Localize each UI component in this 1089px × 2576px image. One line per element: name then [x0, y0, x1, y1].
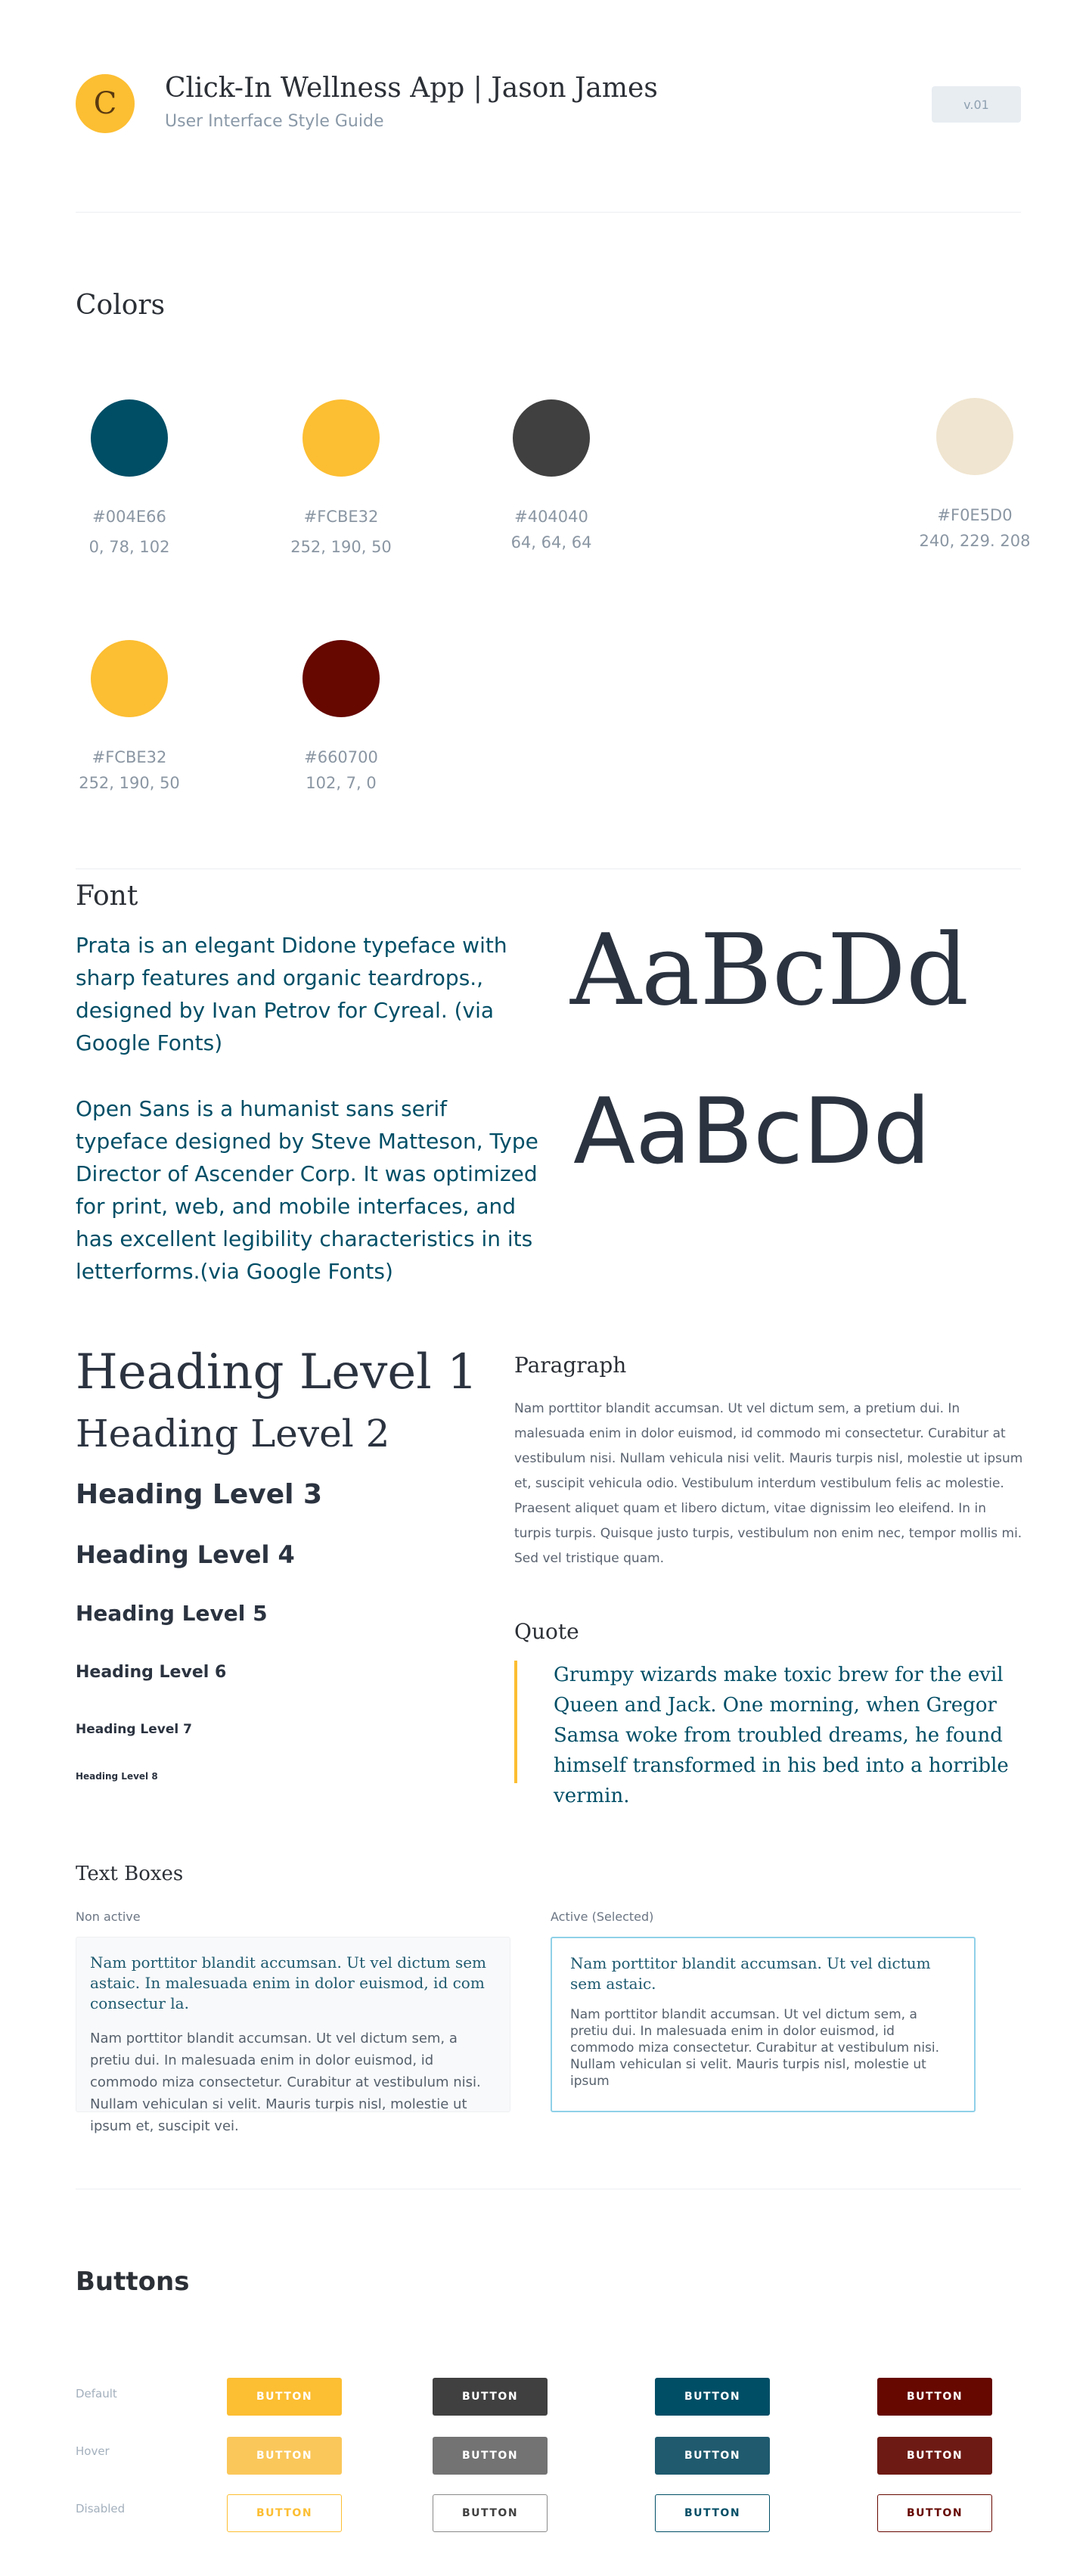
heading-level-1: Heading Level 1: [76, 1344, 478, 1400]
buttons-section-title: Buttons: [76, 2267, 190, 2297]
logo-letter: C: [93, 86, 117, 121]
text-box-serif-text: Nam porttitor blandit accumsan. Ut vel dictum sem astaic.: [570, 1954, 931, 1993]
text-box-sans-text: Nam porttitor blandit accumsan. Ut vel dictum sem, a pretiu dui. In malesuada enim in dolor euismod, id commodo miza consectetur. Curabitur at vestibulum nisi. Nullam vehiculan si velit. Mauris turpis nisl, molestie ut ipsum et, suscipit vei.: [90, 2031, 481, 2134]
color-hex: #FCBE32: [92, 748, 167, 766]
button-primary-default[interactable]: BUTTON: [655, 2378, 770, 2416]
heading-level-5: Heading Level 5: [76, 1601, 268, 1626]
color-rgb: 64, 64, 64: [510, 533, 592, 552]
prata-description: Prata is an elegant Didone typeface with sharp features and organic teardrops., designed by Ivan Petrov for Cyreal. (via Google Fonts): [76, 933, 507, 1055]
color-rgb: 252, 190, 50: [290, 538, 392, 556]
text-box-sans-text: Nam porttitor blandit accumsan. Ut vel dictum sem, a pretiu dui. In malesuada enim in dolor euismod, id commodo miza consectetur. Curabitur at vestibulum nisi. Nullam vehiculan si velit. Mauris turpis nisl, molestie ut ipsum: [570, 2007, 940, 2089]
app-subtitle: User Interface Style Guide: [165, 112, 384, 131]
text-box-inactive-label: Non active: [76, 1909, 141, 1924]
heading-level-7: Heading Level 7: [76, 1722, 192, 1737]
color-swatch-dark: [513, 399, 590, 477]
color-swatch-primary: [91, 399, 168, 477]
app-logo: [76, 74, 135, 133]
text-box-inactive[interactable]: [76, 1937, 510, 2134]
state-label-disabled: Disabled: [76, 2502, 126, 2515]
quote-title: Quote: [514, 1619, 579, 1644]
button-primary-hover[interactable]: BUTTON: [655, 2437, 770, 2475]
font-section-title: Font: [76, 881, 138, 912]
color-rgb: 102, 7, 0: [306, 774, 377, 792]
quote-text: Grumpy wizards make toxic brew for the evil Queen and Jack. One morning, when Gregor Samsa woke from troubled dreams, he found himself transformed in his bed into a horrible vermin.: [554, 1664, 1009, 1807]
state-label-hover: Hover: [76, 2444, 110, 2458]
button-accent-disabled: BUTTON: [227, 2494, 342, 2532]
heading-level-8: Heading Level 8: [76, 1771, 158, 1782]
heading-level-3: Heading Level 3: [76, 1479, 323, 1510]
color-rgb: 240, 229. 208: [919, 532, 1031, 550]
color-hex: #004E66: [92, 508, 166, 526]
color-hex: #660700: [304, 748, 378, 766]
color-swatch-accent-2: [91, 640, 168, 717]
button-dark-hover[interactable]: BUTTON: [433, 2437, 548, 2475]
color-hex: #404040: [514, 508, 588, 526]
text-box-active-label: Active (Selected): [551, 1909, 654, 1924]
button-maroon-default[interactable]: BUTTON: [877, 2378, 992, 2416]
text-boxes-section-title: Text Boxes: [76, 1863, 184, 1885]
color-rgb: 252, 190, 50: [79, 774, 180, 792]
button-maroon-hover[interactable]: BUTTON: [877, 2437, 992, 2475]
paragraph-title: Paragraph: [514, 1353, 627, 1378]
color-rgb: 0, 78, 102: [88, 538, 170, 556]
button-primary-disabled: BUTTON: [655, 2494, 770, 2532]
text-box-serif-text: Nam porttitor blandit accumsan. Ut vel dictum sem astaic. In malesuada enim in dolor euismod, id com consectur la.: [90, 1953, 487, 2012]
colors-section-title: Colors: [76, 290, 166, 321]
button-accent-default[interactable]: BUTTON: [227, 2378, 342, 2416]
button-dark-disabled: BUTTON: [433, 2494, 548, 2532]
paragraph-body: Nam porttitor blandit accumsan. Ut vel dictum sem, a pretium dui. In malesuada enim in dolor euismod, id commodo mi consectetur. Curabitur at vestibulum nisi. Nullam vehicula nisi velit. Mauris turpis nisl, molestie ut ipsum et, suscipit vehicula odio. Vestibulum interdum vestibulum felis ac molestie. Praesent aliquet quam et libero dictum, vitae dignissim leo eleifend. In in turpis turpis. Quisque justo turpis, vestibulum non enim nec, tempor mollis mi. Sed vel tristique quam.: [514, 1401, 1023, 1566]
button-dark-default[interactable]: BUTTON: [433, 2378, 548, 2416]
version-badge: v.01: [932, 86, 1021, 123]
color-swatch-maroon: [302, 640, 380, 717]
serif-font-sample: AaBcDd: [570, 912, 970, 1027]
button-accent-hover[interactable]: BUTTON: [227, 2437, 342, 2475]
heading-level-2: Heading Level 2: [76, 1412, 390, 1456]
color-hex: #F0E5D0: [937, 506, 1013, 524]
opensans-description: Open Sans is a humanist sans serif typeface designed by Steve Matteson, Type Director of Ascender Corp. It was optimized for print, web, and mobile interfaces, and has excellent legibility characteristics in its letterforms.(via Google Fonts): [76, 1096, 538, 1284]
color-swatch-accent: [302, 399, 380, 477]
sans-font-sample: AaBcDd: [573, 1080, 931, 1185]
text-box-active[interactable]: [551, 1937, 976, 2112]
state-label-default: Default: [76, 2387, 117, 2400]
heading-level-6: Heading Level 6: [76, 1663, 227, 1682]
app-title: Click-In Wellness App | Jason James: [165, 73, 658, 104]
color-swatch-cream: [936, 398, 1013, 475]
heading-level-4: Heading Level 4: [76, 1540, 295, 1569]
quote-accent-bar: [514, 1661, 517, 1783]
color-hex: #FCBE32: [303, 508, 379, 526]
button-maroon-disabled: BUTTON: [877, 2494, 992, 2532]
divider: [76, 212, 1021, 213]
